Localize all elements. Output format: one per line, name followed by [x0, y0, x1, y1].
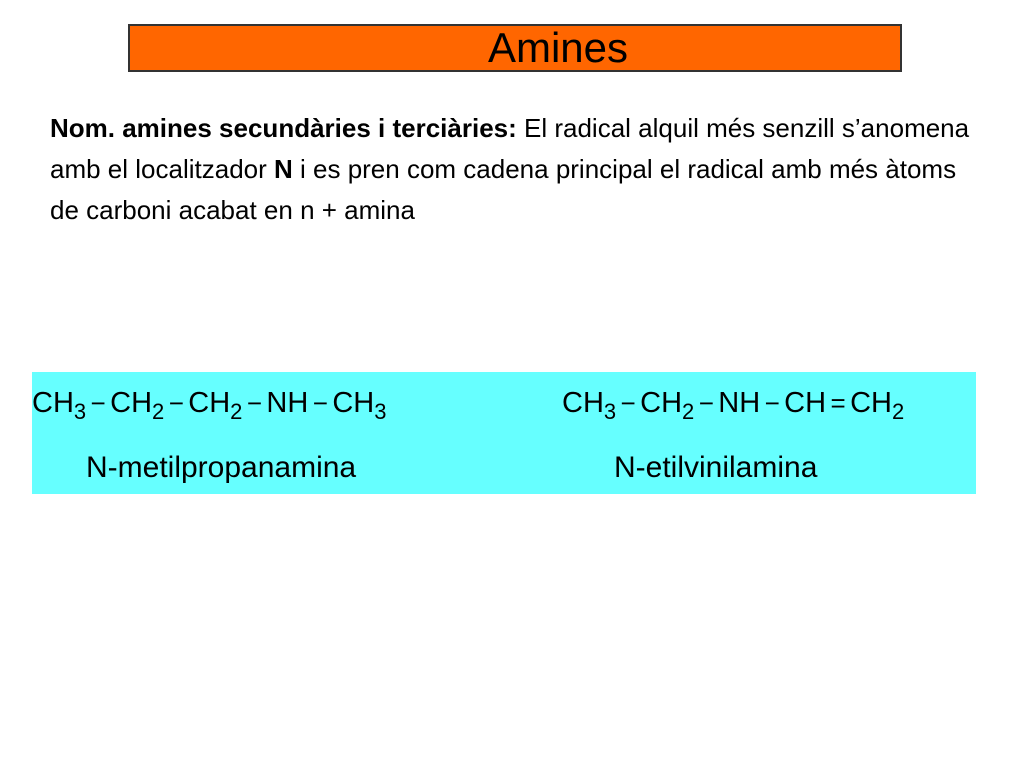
formula-part: CH	[850, 387, 892, 419]
formula-part: CH	[640, 387, 683, 419]
formula-part: NH	[718, 387, 761, 419]
formula-bond: −	[764, 388, 780, 418]
formula-bond: −	[90, 388, 106, 418]
intro-bold-lead: Nom. amines secundàries i terciàries:	[50, 113, 517, 143]
formula-subscript: 3	[603, 399, 617, 424]
formula-part: CH	[562, 387, 604, 419]
formula-subscript: 2	[682, 399, 695, 424]
formula-subscript: 2	[152, 399, 165, 424]
formula-part: CH	[32, 387, 74, 419]
compound-name-n-metilpropanamina: N-metilpropanamina	[86, 451, 357, 484]
formula-part: CH	[332, 387, 375, 419]
formula-subscript: 2	[230, 399, 243, 424]
formula-bond: −	[168, 388, 184, 418]
formula-bond: −	[246, 388, 263, 418]
formula-bond: −	[698, 388, 714, 418]
formula-n-etilvinilamina	[562, 380, 904, 426]
formula-subscript: 3	[374, 399, 387, 424]
formula-part: NH	[266, 387, 309, 419]
intro-text-2: i es pren com cadena principal el radical amb més àtoms de carboni acabat en n + amina	[50, 154, 957, 225]
formula-part: CH	[110, 387, 153, 419]
compound-name-n-etilvinilamina: N-etilvinilamina	[614, 451, 818, 484]
title-banner	[128, 24, 902, 72]
formula-subscript: 2	[891, 399, 905, 424]
examples-panel	[32, 372, 976, 494]
formula-part: CH	[188, 387, 231, 419]
formula-bond: −	[312, 388, 328, 418]
intro-paragraph	[50, 108, 990, 231]
slide-title: Amines	[487, 24, 629, 71]
formula-bond: −	[620, 388, 636, 418]
formula-n-metilpropanamina	[32, 380, 386, 426]
intro-text-1: El radical alquil més senzill s’anomena amb el localitzador	[50, 113, 970, 184]
intro-bold-n: N	[274, 154, 293, 184]
formula-part: CH	[784, 387, 827, 419]
formula-subscript: 3	[73, 399, 87, 424]
formula-double-bond: =	[830, 388, 846, 418]
